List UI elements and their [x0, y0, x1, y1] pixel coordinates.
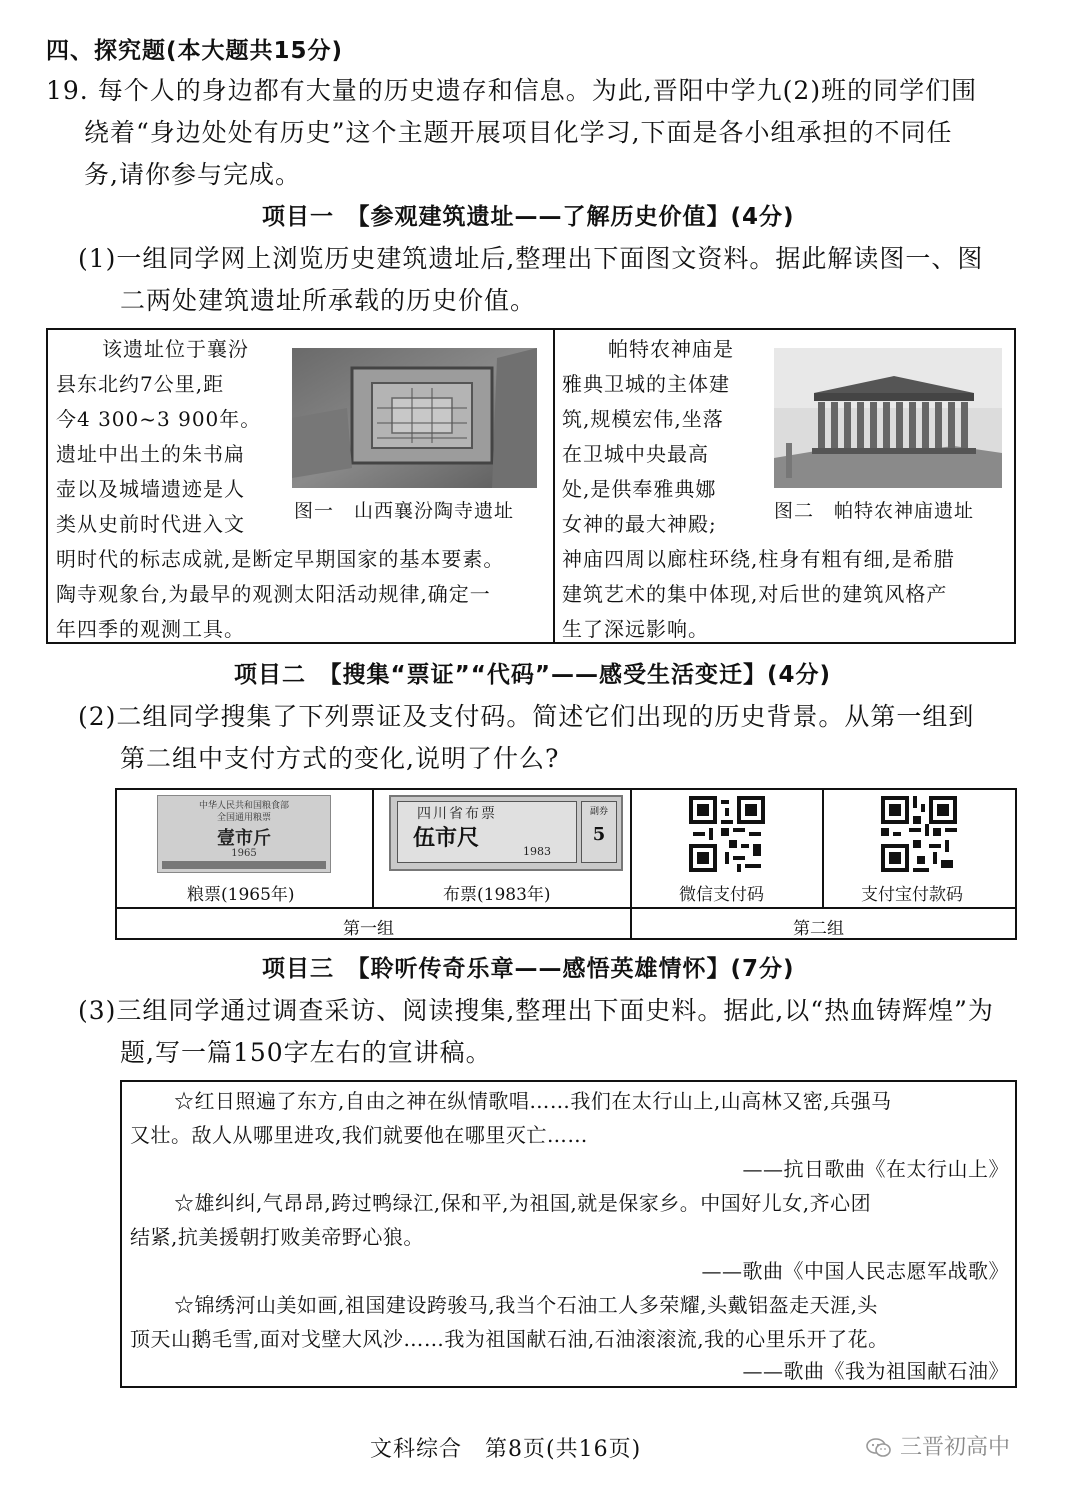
project2-question-line-2: 第二组中支付方式的变化,说明了什么?	[120, 744, 560, 773]
watermark-text: 三晋初高中	[900, 1435, 1011, 1460]
right-text-line: 帕特农神庙是	[608, 337, 734, 361]
group-divider	[630, 790, 632, 938]
parthenon-photo	[774, 348, 1002, 488]
right-text-line: 筑,规模宏伟,坐落	[562, 407, 724, 431]
cloth-ticket-caption: 布票(1983年)	[443, 885, 551, 905]
page-footer: 文科综合 第8页(共16页)	[370, 1437, 642, 1462]
grain-ticket-type: 全国通用粮票	[216, 813, 271, 823]
project3-question-line-1: (3)三组同学通过调查采访、阅读搜集,整理出下面史料。据此,以“热血铸辉煌”为	[78, 996, 994, 1025]
source1-line-1: ☆红日照遍了东方,自由之神在纵情歌唱……我们在太行山上,山高林又密,兵强马	[174, 1089, 892, 1113]
left-text-line: 今4 300~3 900年。	[56, 407, 262, 431]
question-line-3: 务,请你参与完成。	[84, 160, 301, 189]
grain-ticket-caption: 粮票(1965年)	[187, 885, 295, 905]
project3-title: 项目三 【聆听传奇乐章——感悟英雄情怀】(7分)	[262, 956, 795, 982]
project2-title: 项目二 【搜集“票证”“代码”——感受生活变迁】(4分)	[234, 662, 831, 688]
right-text-line: 在卫城中央最高	[562, 442, 709, 466]
figure1-caption: 图一 山西襄汾陶寺遗址	[294, 500, 515, 522]
cell-divider	[372, 790, 374, 907]
grain-ticket	[157, 795, 331, 873]
alipay-qr-caption: 支付宝付款码	[861, 885, 963, 905]
project1-question-line-1: (1)一组同学网上浏览历史建筑遗址后,整理出下面图文资料。据此解读图一、图	[78, 244, 984, 273]
cloth-ticket-stub-tag: 副券	[589, 807, 608, 817]
wechat-qr-caption: 微信支付码	[679, 885, 764, 905]
left-text-line: 壶以及城墙遗迹是人	[56, 477, 245, 501]
source1-attribution: ——抗日歌曲《在太行山上》	[742, 1157, 1009, 1181]
project2-question-line-1: (2)二组同学搜集了下列票证及支付码。简述它们出现的历史背景。从第一组到	[78, 702, 975, 731]
project3-sources-box	[120, 1080, 1017, 1388]
group2-label: 第二组	[793, 919, 844, 939]
source1-line-2: 又壮。敌人从哪里进攻,我们就要他在哪里灭亡……	[130, 1123, 588, 1147]
project1-material-box	[46, 328, 1016, 644]
alipay-qr-code	[881, 796, 957, 872]
box-divider	[553, 330, 555, 642]
source2-attribution: ——歌曲《中国人民志愿军战歌》	[701, 1259, 1009, 1283]
grain-ticket-issuer: 中华人民共和国粮食部	[198, 801, 289, 811]
left-text-line: 遗址中出土的朱书扁	[56, 442, 245, 466]
left-text-line: 明时代的标志成就,是断定早期国家的基本要素。	[56, 547, 505, 571]
project2-tickets-box	[115, 788, 1017, 940]
cloth-ticket-amount: 伍市尺	[413, 825, 480, 851]
project3-question-line-2: 题,写一篇150字左右的宣讲稿。	[120, 1038, 492, 1067]
row-divider	[117, 907, 1015, 909]
right-text-line: 女神的最大神殿;	[562, 512, 717, 536]
left-text-line: 陶寺观象台,为最早的观测太阳活动规律,确定一	[56, 582, 491, 606]
source3-line-2: 顶天山鹅毛雪,面对戈壁大风沙……我为祖国献石油,石油滚滚流,我的心里乐开了花。	[130, 1327, 889, 1351]
cloth-ticket	[389, 795, 623, 871]
section-title: 四、探究题(本大题共15分)	[46, 38, 344, 64]
right-text-line: 雅典卫城的主体建	[562, 372, 730, 396]
cloth-ticket-year: 1983	[523, 845, 551, 858]
right-text-line: 建筑艺术的集中体现,对后世的建筑风格产	[562, 582, 948, 606]
source2-line-1: ☆雄纠纠,气昂昂,跨过鸭绿江,保和平,为祖国,就是保家乡。中国好儿女,齐心团	[174, 1191, 872, 1215]
project1-title: 项目一 【参观建筑遗址——了解历史价值】(4分)	[262, 204, 795, 230]
figure2-caption: 图二 帕特农神庙遗址	[774, 500, 975, 522]
question-line-2: 绕着“身边处处有历史”这个主题开展项目化学习,下面是各小组承担的不同任	[84, 118, 953, 147]
project1-question-line-2: 二两处建筑遗址所承载的历史价值。	[120, 286, 537, 315]
grain-ticket-year: 1965	[231, 848, 257, 859]
left-text-line: 县东北约7公里,距	[56, 372, 225, 396]
left-text-line: 该遗址位于襄汾	[102, 337, 249, 361]
watermark	[866, 1430, 1010, 1461]
grain-ticket-amount: 壹市斤	[217, 828, 271, 849]
wechat-qr-code	[689, 796, 765, 872]
question-line-1: 19. 每个人的身边都有大量的历史遗存和信息。为此,晋阳中学九(2)班的同学们围	[46, 76, 978, 105]
cloth-ticket-province: 四川省布票	[417, 806, 497, 822]
source3-line-1: ☆锦绣河山美如画,祖国建设跨骏马,我当个石油工人多荣耀,头戴铝盔走天涯,头	[174, 1293, 878, 1317]
cloth-ticket-stub-number: 5	[592, 824, 606, 845]
grain-ticket-band	[162, 861, 326, 869]
cell-divider	[822, 790, 824, 907]
left-text-line: 类从史前时代进入文	[56, 512, 245, 536]
wechat-icon	[866, 1438, 892, 1458]
right-text-line: 神庙四周以廊柱环绕,柱身有粗有细,是希腊	[562, 547, 955, 571]
group1-label: 第一组	[343, 919, 394, 939]
right-text-line: 处,是供奉雅典娜	[562, 477, 717, 501]
source2-line-2: 结紧,抗美援朝打败美帝野心狼。	[130, 1225, 424, 1249]
taosi-site-photo	[292, 348, 537, 488]
source3-attribution: ——歌曲《我为祖国献石油》	[742, 1359, 1009, 1383]
right-text-line: 生了深远影响。	[562, 617, 709, 641]
left-text-line: 年四季的观测工具。	[56, 617, 245, 641]
